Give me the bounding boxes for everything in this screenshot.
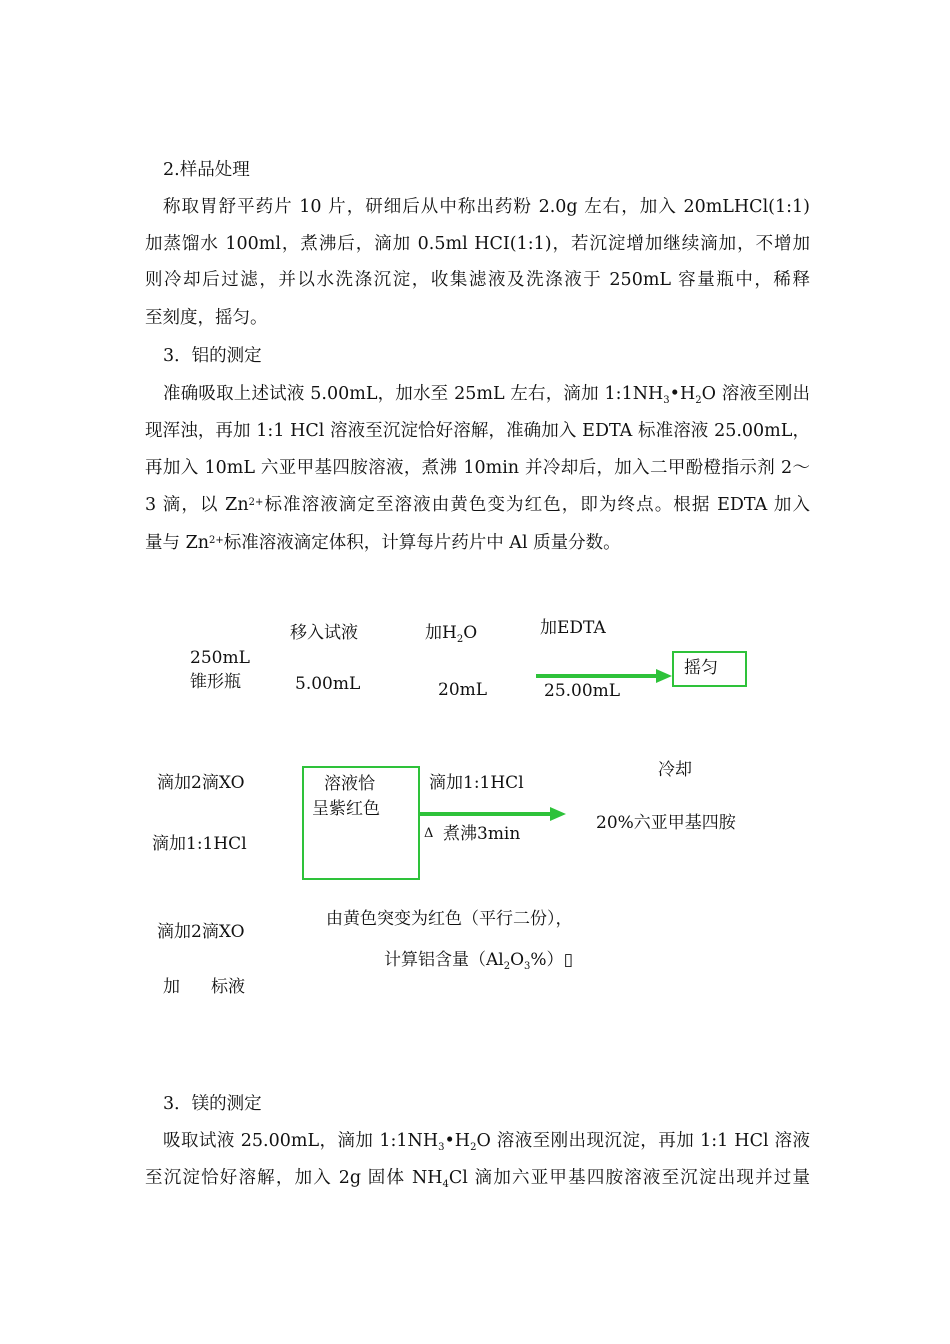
paragraph-line: 加蒸馏水 100ml，煮沸后，滴加 0.5ml HCI(1:1)，若沉淀增加继续滴加，不增加 [145,234,810,254]
purple-red-solution-box [302,766,420,880]
add-label: 加 [163,977,180,997]
delta-heat-icon: Δ [424,826,434,841]
section-heading-aluminium: 3．铝的测定 [163,346,262,366]
edta-volume-label: 25.00mL [544,681,621,701]
add-xo-label-2: 滴加2滴XO [157,922,245,942]
endpoint-label: 由黄色突变为红色（平行二份）， [326,909,573,929]
move-volume-label: 5.00mL [295,674,361,694]
calc-aluminium-label: 计算铝含量$(Al_2O_3\%)▯$ [384,950,573,972]
paragraph-line: 量与 $Zn^{2+}$标准溶液滴定体积，计算每片药片中 Al 质量分数。 [145,533,621,553]
box-text-line2: 呈紫红色 [312,799,380,819]
paragraph-line: 准确吸取上述试液 5.00mL，加水至 25mL 左右，滴加 $1:1NH_3•H_2O$ 溶液至刚出 [163,384,810,406]
paragraph-line: 至刻度，摇匀。 [145,308,268,328]
shake-box [672,651,747,687]
flask-volume-label: 250mL [190,648,250,668]
shake-label: 摇匀 [684,658,718,678]
add-hcl-arrow-label: 滴加1:1HCl [429,773,524,793]
section-heading-magnesium: 3．镁的测定 [163,1094,262,1114]
boil-label: 煮沸3min [443,824,521,844]
add-water-label: 加$H_2O$ [425,623,478,645]
add-xo-label: 滴加2滴XO [157,773,245,793]
water-volume-label: 20mL [438,680,488,700]
arrow-to-hexamine [420,804,568,824]
add-edta-label: 加EDTA [540,618,606,638]
paragraph-line: 则冷却后过滤，并以水洗涤沉淀，收集滤液及洗涤液于 250mL 容量瓶中，稀释 [145,270,810,290]
cool-label: 冷却 [658,760,692,780]
flask-type-label: 锥形瓶 [190,672,241,692]
paragraph-line: 称取胃舒平药片 10 片，研细后从中称出药粉 2.0g 左右，加入 20mLHCl(1:1) [163,197,810,217]
standard-solution-label: 标液 [211,977,245,997]
paragraph-line: 至沉淀恰好溶解，加入 2g 固体 $NH_4Cl$ 滴加六亚甲基四胺溶液至沉淀出现并过量 [145,1168,810,1190]
box-text-line1: 溶液恰 [324,774,375,794]
paragraph-line: 3 滴，以 $Zn^{2+}$标准溶液滴定至溶液由黄色变为红色，即为终点。根据 EDTA 加入 [145,495,810,515]
hexamine-label: 20%六亚甲基四胺 [596,813,736,833]
move-sample-label: 移入试液 [290,623,358,643]
arrow-to-shake [536,666,674,686]
paragraph-line: 吸取试液 25.00mL，滴加 $1:1NH_3•H_2O$ 溶液至刚出现沉淀，再加 1:1 HCl 溶液 [163,1131,810,1153]
section-heading-sample-prep: 2.样品处理 [163,160,250,180]
paragraph-line: 再加入 10mL 六亚甲基四胺溶液，煮沸 10min 并冷却后，加入二甲酚橙指示剂 2～ [145,458,810,478]
paragraph-line: 现浑浊，再加 1:1 HCl 溶液至沉淀恰好溶解，准确加入 EDTA 标准溶液 25.00mL， [145,421,810,441]
add-hcl-label: 滴加1:1HCl [152,834,247,854]
